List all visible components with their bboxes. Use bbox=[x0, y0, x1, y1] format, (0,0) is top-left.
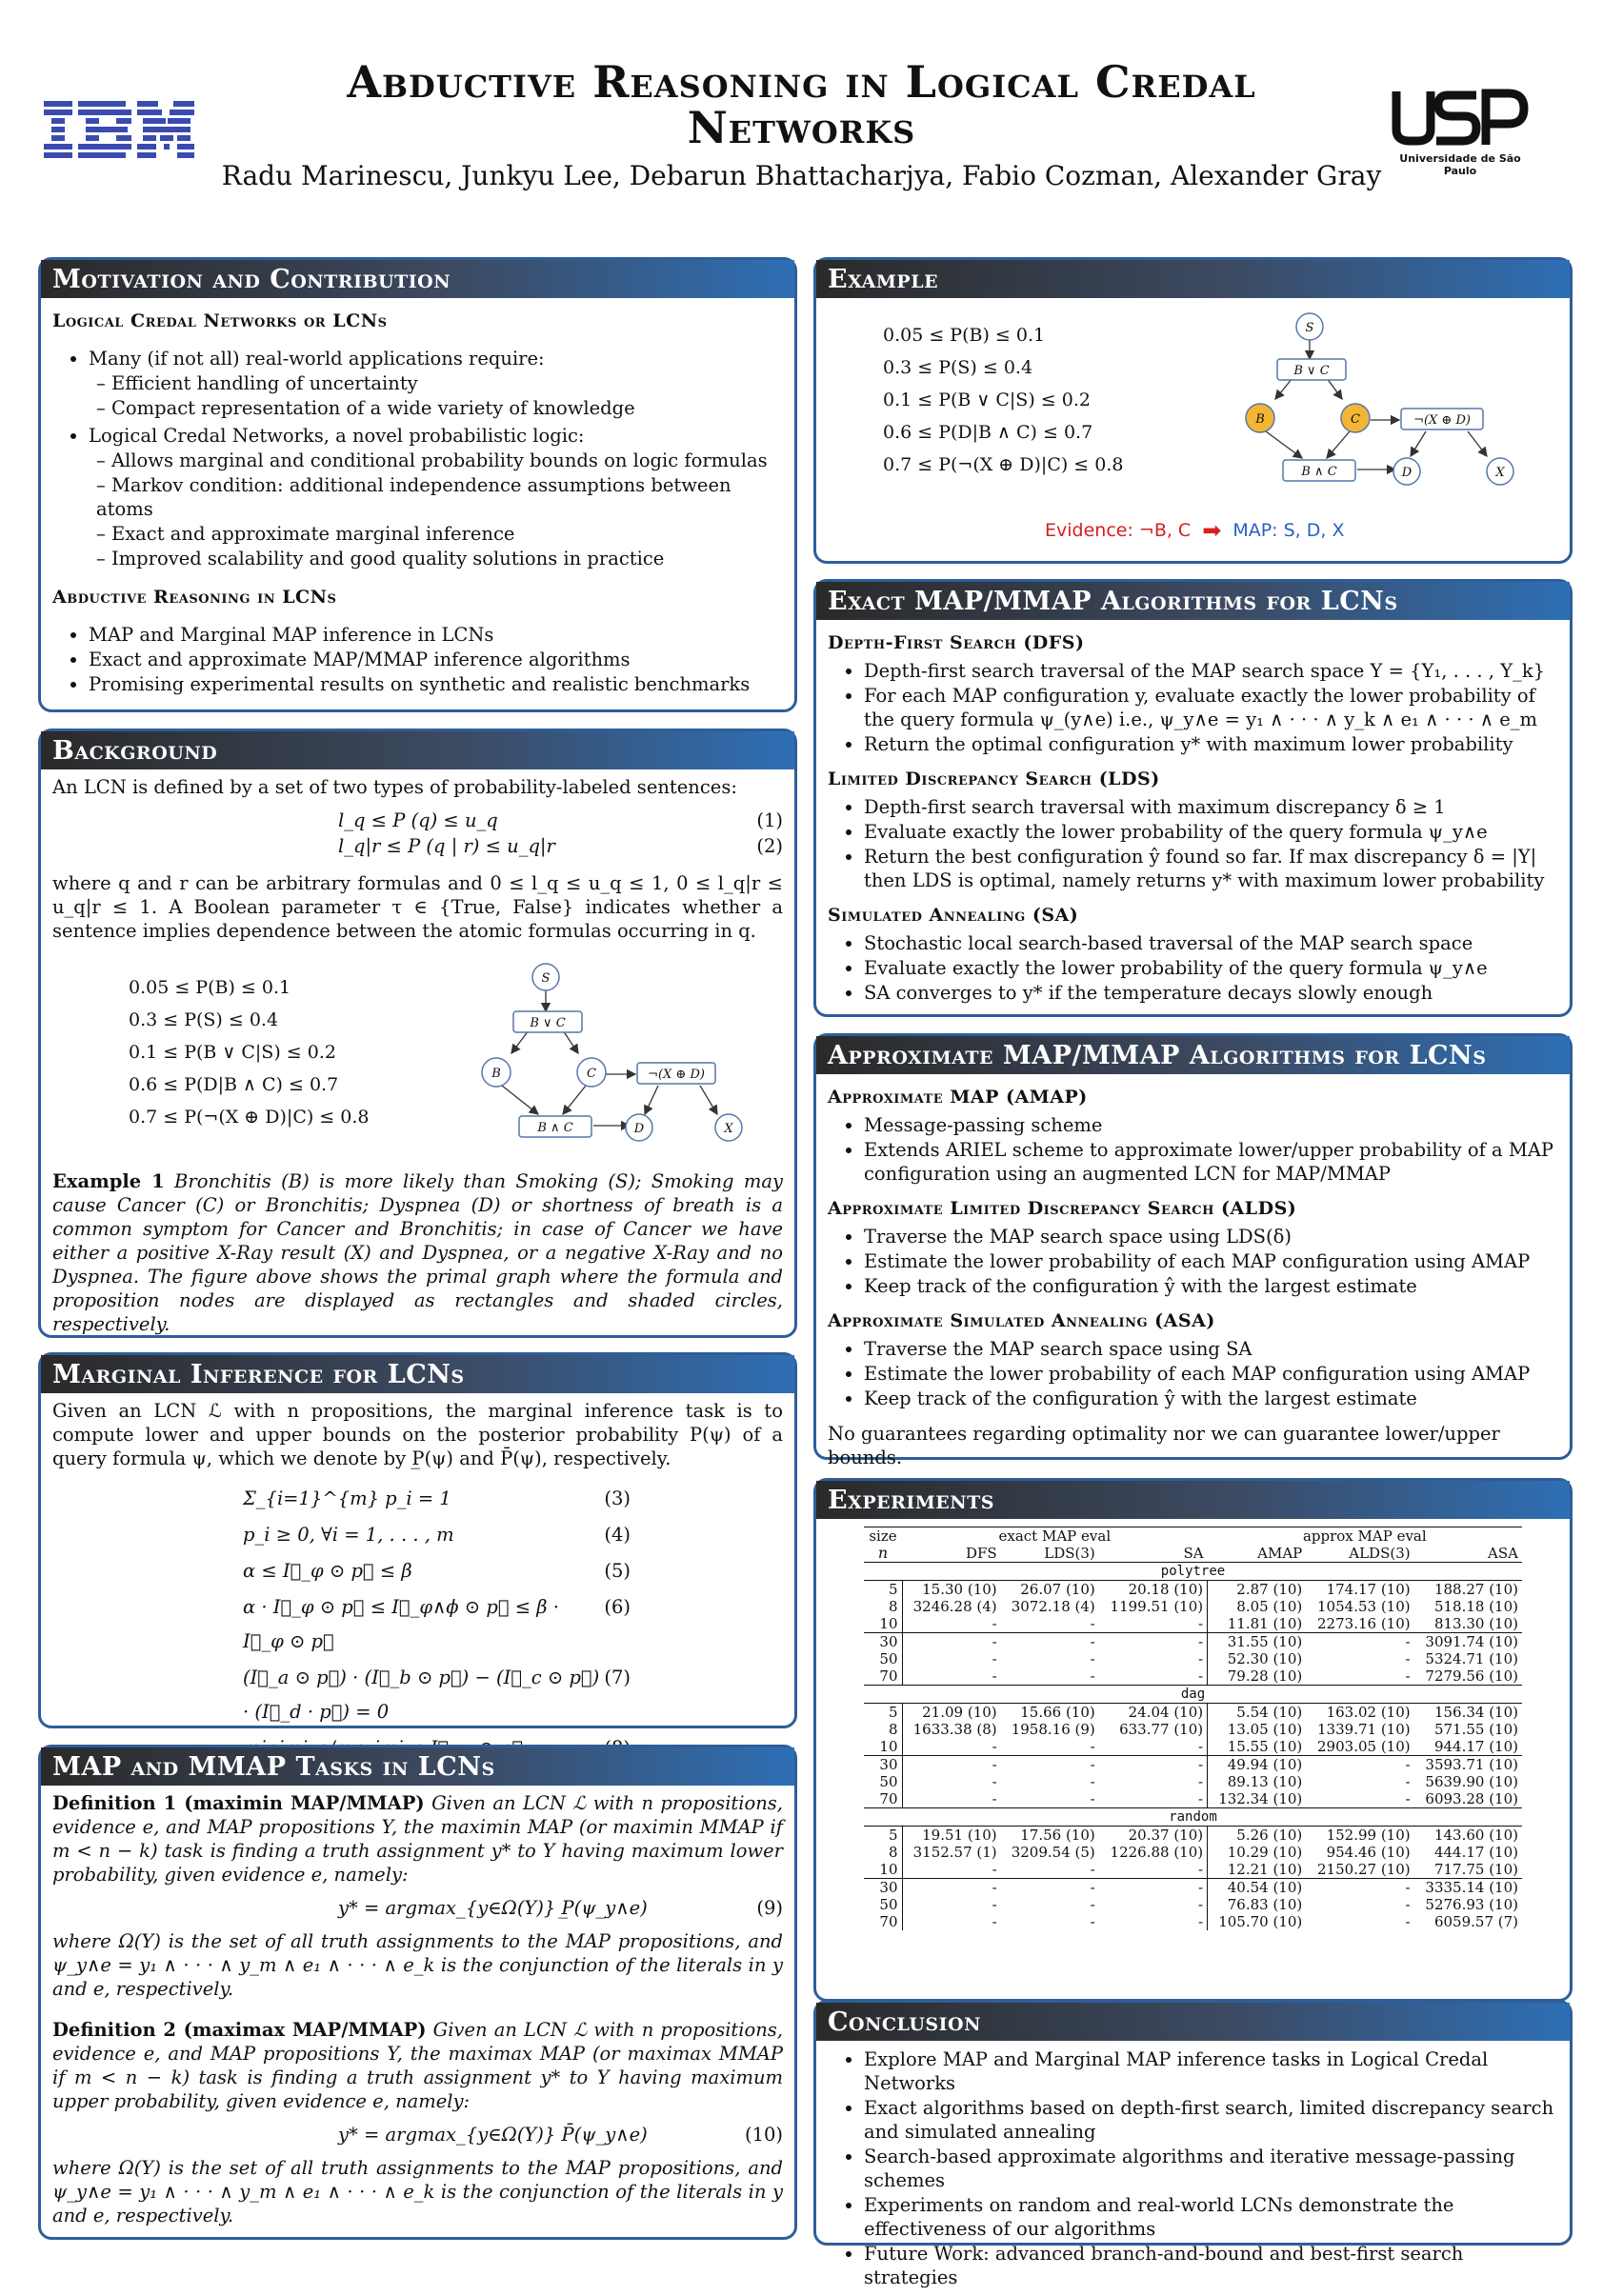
col-size: size bbox=[869, 1527, 897, 1545]
list-item: • Exact algorithms based on depth-first search, limited discrepancy search and simulated annealing bbox=[864, 2096, 1558, 2144]
background-box bbox=[38, 729, 797, 1338]
marginal-para: Given an LCN ℒ with n propositions, the marginal inference task is to compute lower and upper bounds on the posterior probability P(ψ) of a query formula ψ, which we denote by P̲(ψ) and P̄(ψ), respectively. bbox=[52, 1400, 783, 1469]
map-box bbox=[38, 1745, 797, 2240]
col-approx: approx MAP eval bbox=[1302, 1527, 1427, 1545]
def2-text: Given an LCN ℒ with n propositions, evidence e, and MAP propositions Y, the maximax MAP (or maximax MMAP if m < n − k) task is finding a truth assignment y* to Y having maximum upper probability, given evidence e, namely: bbox=[52, 2019, 784, 2112]
list-item: – Improved scalability and good quality solutions in practice bbox=[96, 547, 783, 570]
example-label: Example 1 bbox=[52, 1170, 165, 1192]
table-cell: 1199.51 (10) bbox=[1110, 1598, 1204, 1615]
table-row bbox=[864, 1790, 1522, 1808]
table-cell: - bbox=[902, 1633, 1001, 1651]
table-cell: 11.81 (10) bbox=[1208, 1615, 1307, 1633]
equation-3: Σ_{i=1}^{m} p_i = 1 (3) bbox=[243, 1487, 631, 1509]
usp-caption: Universidade de São Paulo bbox=[1399, 152, 1521, 177]
table-cell: 7279.56 (10) bbox=[1425, 1667, 1518, 1685]
table-row bbox=[864, 1615, 1522, 1633]
table-cell: 26.07 (10) bbox=[1020, 1581, 1095, 1598]
marginal-box bbox=[38, 1352, 797, 1728]
table-cell: - bbox=[1198, 1756, 1204, 1773]
table-cell: 3593.71 (10) bbox=[1425, 1756, 1518, 1773]
list-item: • Traverse the MAP search space using LDS(δ) bbox=[864, 1225, 1558, 1248]
table-cell: - bbox=[1090, 1773, 1095, 1790]
node-notXD: ¬(X ⊕ D) bbox=[648, 1068, 705, 1082]
table-cell: - bbox=[902, 1861, 1001, 1879]
def1-label: Definition 1 (maximin MAP/MMAP) bbox=[52, 1792, 425, 1814]
table-cell: 174.17 (10) bbox=[1326, 1581, 1411, 1598]
table-cell: 2150.27 (10) bbox=[1317, 1861, 1411, 1878]
table-cell: 813.30 (10) bbox=[1433, 1615, 1518, 1632]
col-exact: exact MAP eval bbox=[998, 1527, 1112, 1545]
table-cell: 21.09 (10) bbox=[902, 1704, 1001, 1722]
example-1 bbox=[52, 1169, 783, 1336]
table-cell: 633.77 (10) bbox=[1119, 1721, 1204, 1738]
col-header: ASA bbox=[1488, 1545, 1518, 1562]
node-S: S bbox=[1305, 321, 1314, 335]
table-cell: 5 bbox=[888, 1827, 898, 1844]
list-item: • Return the best configuration ŷ found so far. If max discrepancy δ = |Y| then LDS is optimal, namely returns y* with maximum lower probability bbox=[864, 845, 1558, 892]
authors: Radu Marinescu, Junkyu Lee, Debarun Bhattacharjya, Fabio Cozman, Alexander Gray bbox=[221, 160, 1382, 191]
list-item: • Estimate the lower probability of each MAP configuration using AMAP bbox=[864, 1249, 1558, 1273]
arrow-right-icon: ➡ bbox=[1202, 517, 1222, 544]
background-intro: An LCN is defined by a set of two types of probability-labeled sentences: bbox=[52, 776, 737, 798]
motivation-box bbox=[38, 257, 797, 712]
table-cell: 518.18 (10) bbox=[1433, 1598, 1518, 1615]
table-cell: - bbox=[1405, 1650, 1411, 1667]
table-cell: 10.29 (10) bbox=[1208, 1844, 1307, 1861]
table-cell: 1633.38 (8) bbox=[902, 1721, 1001, 1738]
table-cell: 132.34 (10) bbox=[1208, 1790, 1307, 1808]
sub-dfs: Depth-First Search (DFS) bbox=[828, 632, 1085, 653]
table-cell: - bbox=[902, 1773, 1001, 1790]
conclusion-list bbox=[864, 2047, 1558, 2289]
map-title: MAP and MMAP Tasks in LCNs bbox=[41, 1747, 794, 1786]
table-cell: 70 bbox=[879, 1790, 898, 1807]
table-cell: 163.02 (10) bbox=[1326, 1704, 1411, 1721]
table-cell: - bbox=[1090, 1790, 1095, 1807]
marginal-title: Marginal Inference for LCNs bbox=[41, 1355, 794, 1393]
node-C: C bbox=[1351, 412, 1360, 427]
table-row bbox=[864, 1896, 1522, 1913]
sentence: 0.7 ≤ P(¬(X ⊕ D)|C) ≤ 0.8 bbox=[883, 454, 1124, 475]
col-header: AMAP bbox=[1257, 1545, 1303, 1562]
table-cell: - bbox=[1405, 1913, 1411, 1930]
table-cell: - bbox=[902, 1615, 1001, 1633]
sentence: 0.3 ≤ P(S) ≤ 0.4 bbox=[883, 357, 1033, 378]
node-B: B bbox=[1255, 412, 1265, 427]
table-cell: 954.46 (10) bbox=[1326, 1844, 1411, 1861]
table-cell: 40.54 (10) bbox=[1208, 1879, 1307, 1897]
node-BnC: B ∧ C bbox=[537, 1121, 573, 1135]
table-cell: 17.56 (10) bbox=[1020, 1827, 1095, 1844]
example-box bbox=[813, 257, 1573, 564]
background-para: where q and r can be arbitrary formulas and 0 ≤ l_q ≤ u_q ≤ 1, 0 ≤ l_q|r ≤ u_q|r ≤ 1. A Boolean parameter τ ∈ {True, False} indicates whether a sentence implies dependence between the atomic formulas occurring in q. bbox=[52, 872, 783, 942]
table-cell: 152.99 (10) bbox=[1326, 1827, 1411, 1844]
table-cell: - bbox=[1090, 1756, 1095, 1773]
table-cell: 3091.74 (10) bbox=[1425, 1633, 1518, 1650]
table-cell: - bbox=[1405, 1896, 1411, 1913]
table-cell: - bbox=[1405, 1790, 1411, 1807]
table-cell: - bbox=[1198, 1633, 1204, 1650]
table-row bbox=[864, 1879, 1522, 1897]
table-cell: - bbox=[1198, 1650, 1204, 1667]
table-cell: 5 bbox=[888, 1704, 898, 1721]
list-item: • Traverse the MAP search space using SA bbox=[864, 1337, 1558, 1361]
table-cell: 76.83 (10) bbox=[1208, 1896, 1307, 1913]
table-cell: 12.21 (10) bbox=[1208, 1861, 1307, 1879]
list-item: • Keep track of the configuration ŷ with the largest estimate bbox=[864, 1387, 1558, 1410]
table-row bbox=[864, 1598, 1522, 1615]
table-row bbox=[864, 1650, 1522, 1667]
list-item: • Keep track of the configuration ŷ with the largest estimate bbox=[864, 1274, 1558, 1298]
table-cell: 10 bbox=[879, 1861, 898, 1878]
table-cell: - bbox=[1198, 1913, 1204, 1930]
table-cell: 2273.16 (10) bbox=[1317, 1615, 1411, 1632]
sentence: 0.05 ≤ P(B) ≤ 0.1 bbox=[129, 977, 291, 998]
table-cell: 2903.05 (10) bbox=[1317, 1738, 1411, 1755]
conclusion-title: Conclusion bbox=[816, 2003, 1570, 2041]
table-cell: 2.87 (10) bbox=[1208, 1581, 1307, 1599]
table-cell: - bbox=[1090, 1667, 1095, 1685]
table-cell: 20.18 (10) bbox=[1128, 1581, 1204, 1598]
def2-label: Definition 2 (maximax MAP/MMAP) bbox=[52, 2019, 427, 2041]
sub-abductive: Abductive Reasoning in LCNs bbox=[52, 587, 337, 608]
list-item: • Return the optimal configuration y* with maximum lower probability bbox=[864, 732, 1558, 756]
table-cell: 944.17 (10) bbox=[1433, 1738, 1518, 1755]
list-item: • For each MAP configuration y, evaluate exactly the lower probability of the query formula ψ_(y∧e) i.e., ψ_y∧e = y₁ ∧ · · · ∧ y_k ∧ e₁ ∧ · · · ∧ e_m bbox=[864, 684, 1558, 731]
sub-lds: Limited Discrepancy Search (LDS) bbox=[828, 769, 1160, 789]
table-row bbox=[864, 1844, 1522, 1861]
table-cell: - bbox=[902, 1738, 1001, 1756]
equation-5: α ≤ I⃗_φ ⊙ p⃗ ≤ β (5) bbox=[243, 1560, 631, 1582]
approx-box bbox=[813, 1033, 1573, 1468]
list-item: • Stochastic local search-based traversal of the MAP search space bbox=[864, 931, 1558, 955]
equation-9: y* = argmax_{y∈Ω(Y)} P̲(ψ_y∧e) (9) bbox=[338, 1897, 783, 1919]
example-graph bbox=[1197, 298, 1559, 508]
example-text: Bronchitis (B) is more likely than Smoking (S); Smoking may cause Cancer (C) or Bronchitis; Dyspnea (D) or shortness of breath is a common symptom for Cancer and Bronchitis; in case of Cancer we have either a positive X-Ray result (X) and Dyspnea, or a negative X-Ray and no Dyspnea. The figure above shows the primal graph where the formula and proposition nodes are displayed as rectangles and shaded circles, respectively. bbox=[52, 1170, 783, 1335]
list-item: • SA converges to y* if the temperature decays slowly enough bbox=[864, 981, 1558, 1005]
primal-graph bbox=[433, 962, 786, 1162]
table-cell: 8 bbox=[888, 1721, 898, 1738]
table-row bbox=[864, 1633, 1522, 1651]
table-cell: - bbox=[1198, 1615, 1204, 1632]
table-cell: 3152.57 (1) bbox=[902, 1844, 1001, 1861]
map-result: MAP: S, D, X bbox=[1232, 520, 1345, 541]
list-item: – Efficient handling of uncertainty bbox=[96, 371, 783, 395]
node-X: X bbox=[1495, 466, 1505, 480]
sub-asa: Approximate Simulated Annealing (ASA) bbox=[828, 1310, 1215, 1331]
col-header: SA bbox=[1183, 1545, 1204, 1562]
table-cell: - bbox=[1405, 1879, 1411, 1896]
list-item: – Exact and approximate marginal inference bbox=[96, 522, 783, 546]
list-item: • Search-based approximate algorithms and iterative message-passing schemes bbox=[864, 2145, 1558, 2192]
table-cell: 5.54 (10) bbox=[1208, 1704, 1307, 1722]
node-D: D bbox=[1401, 466, 1413, 480]
equation-2: l_q|r ≤ P (q | r) ≤ u_q|r (2) bbox=[338, 835, 783, 857]
list-item: – Markov condition: additional independence assumptions between atoms bbox=[96, 473, 783, 521]
table-cell: - bbox=[1090, 1896, 1095, 1913]
list-item: – Allows marginal and conditional probability bounds on logic formulas bbox=[96, 449, 783, 472]
ibm-logo bbox=[44, 101, 196, 160]
table-cell: 3246.28 (4) bbox=[902, 1598, 1001, 1615]
table-cell: - bbox=[902, 1756, 1001, 1774]
sub-amap: Approximate MAP (AMAP) bbox=[828, 1087, 1088, 1108]
table-cell: 52.30 (10) bbox=[1208, 1650, 1307, 1667]
equation-10: y* = argmax_{y∈Ω(Y)} P̄(ψ_y∧e) (10) bbox=[338, 2124, 783, 2146]
list-item: • Promising experimental results on synthetic and realistic benchmarks bbox=[89, 672, 783, 696]
approx-note: No guarantees regarding optimality nor we can guarantee lower/upper bounds. bbox=[828, 1423, 1500, 1468]
evidence-text: Evidence: ¬B, C bbox=[1045, 520, 1192, 541]
list-item: • Depth-first search traversal of the MAP search space Y = {Y₁, . . . , Y_k} bbox=[864, 659, 1558, 683]
table-cell: - bbox=[1198, 1879, 1204, 1896]
table-cell: 50 bbox=[879, 1773, 898, 1790]
list-item: • MAP and Marginal MAP inference in LCNs bbox=[89, 623, 783, 647]
table-cell: - bbox=[1090, 1738, 1095, 1755]
list-item: • Many (if not all) real-world applications require: bbox=[89, 347, 783, 370]
poster-title bbox=[190, 56, 1413, 153]
table-cell: - bbox=[1405, 1773, 1411, 1790]
group-label: dag bbox=[1180, 1687, 1206, 1702]
table-cell: 143.60 (10) bbox=[1433, 1827, 1518, 1844]
table-cell: 15.66 (10) bbox=[1020, 1704, 1095, 1721]
table-cell: 79.28 (10) bbox=[1208, 1667, 1307, 1686]
table-cell: - bbox=[1090, 1913, 1095, 1930]
table-cell: - bbox=[1405, 1633, 1411, 1650]
table-cell: 30 bbox=[879, 1633, 898, 1650]
exact-box bbox=[813, 579, 1573, 1017]
col-header: ALDS(3) bbox=[1349, 1545, 1411, 1562]
example-title: Example bbox=[816, 260, 1570, 298]
table-cell: 188.27 (10) bbox=[1433, 1581, 1518, 1598]
table-cell: - bbox=[1198, 1738, 1204, 1755]
list-item: • Evaluate exactly the lower probability of the query formula ψ_y∧e bbox=[864, 820, 1558, 844]
table-row bbox=[864, 1704, 1522, 1722]
table-cell: 1339.71 (10) bbox=[1317, 1721, 1411, 1738]
col-n: n bbox=[877, 1544, 889, 1562]
table-cell: - bbox=[1405, 1756, 1411, 1773]
table-cell: - bbox=[1198, 1790, 1204, 1807]
table-cell: 3335.14 (10) bbox=[1425, 1879, 1518, 1896]
background-title: Background bbox=[41, 731, 794, 769]
node-S: S bbox=[541, 971, 551, 986]
table-cell: - bbox=[902, 1790, 1001, 1808]
table-cell: 5.26 (10) bbox=[1208, 1827, 1307, 1845]
node-notXD: ¬(X ⊕ D) bbox=[1413, 413, 1471, 428]
table-cell: 105.70 (10) bbox=[1208, 1913, 1307, 1930]
table-cell: 5639.90 (10) bbox=[1425, 1773, 1518, 1790]
exact-title: Exact MAP/MMAP Algorithms for LCNs bbox=[816, 582, 1570, 620]
sub-sa: Simulated Annealing (SA) bbox=[828, 905, 1079, 926]
table-cell: - bbox=[902, 1667, 1001, 1686]
table-cell: - bbox=[1090, 1861, 1095, 1878]
list-item: • Depth-first search traversal with maximum discrepancy δ ≥ 1 bbox=[864, 795, 1558, 819]
table-cell: 717.75 (10) bbox=[1433, 1861, 1518, 1878]
sub-alds: Approximate Limited Discrepancy Search (ALDS) bbox=[828, 1198, 1297, 1219]
table-cell: 15.30 (10) bbox=[902, 1581, 1001, 1599]
equation-6: α · I⃗_φ ⊙ p⃗ ≤ I⃗_φ∧ϕ ⊙ p⃗ ≤ β · I⃗_φ ⊙ p⃗ (6) bbox=[243, 1596, 631, 1652]
evidence-line bbox=[1045, 517, 1344, 544]
list-item: • Estimate the lower probability of each MAP configuration using AMAP bbox=[864, 1362, 1558, 1386]
table-cell: - bbox=[1198, 1773, 1204, 1790]
table-cell: 10 bbox=[879, 1615, 898, 1632]
table-cell: - bbox=[902, 1913, 1001, 1930]
node-D: D bbox=[633, 1122, 645, 1136]
table-cell: 13.05 (10) bbox=[1208, 1721, 1307, 1738]
experiments-title: Experiments bbox=[816, 1481, 1570, 1519]
table-cell: 24.04 (10) bbox=[1128, 1704, 1204, 1721]
sentence: 0.1 ≤ P(B ∨ C|S) ≤ 0.2 bbox=[883, 389, 1091, 410]
table-cell: 1226.88 (10) bbox=[1110, 1844, 1204, 1861]
def2-after: where Ω(Y) is the set of all truth assignments to the MAP propositions, and ψ_y∧e = y₁ ∧ · · · ∧ y_m ∧ e₁ ∧ · · · ∧ e_k is the conjunction of the literals in y and e, respectively. bbox=[52, 2157, 783, 2226]
table-cell: - bbox=[1090, 1650, 1095, 1667]
node-C: C bbox=[587, 1067, 596, 1081]
node-X: X bbox=[724, 1122, 733, 1136]
table-cell: 6059.57 (7) bbox=[1433, 1913, 1518, 1930]
table-cell: 156.34 (10) bbox=[1433, 1704, 1518, 1721]
table-cell: - bbox=[1198, 1861, 1204, 1878]
table-cell: - bbox=[902, 1650, 1001, 1667]
table-cell: 8 bbox=[888, 1598, 898, 1615]
col-header: DFS bbox=[965, 1545, 997, 1562]
table-cell: 49.94 (10) bbox=[1208, 1756, 1307, 1774]
def1-after: where Ω(Y) is the set of all truth assignments to the MAP propositions, and ψ_y∧e = y₁ ∧ · · · ∧ y_m ∧ e₁ ∧ · · · ∧ e_k is the conjunction of the literals in y and e, respectively. bbox=[52, 1930, 783, 2000]
example-sentences bbox=[883, 319, 1123, 481]
table-cell: 30 bbox=[879, 1756, 898, 1773]
list-item: • Extends ARIEL scheme to approximate lower/upper probability of a MAP configuration using an augmented LCN for MAP/MMAP bbox=[864, 1138, 1558, 1186]
sentence: 0.7 ≤ P(¬(X ⊕ D)|C) ≤ 0.8 bbox=[129, 1107, 370, 1128]
table-cell: 6093.28 (10) bbox=[1425, 1790, 1518, 1807]
sub-lcn: Logical Credal Networks or LCNs bbox=[52, 310, 388, 331]
title-line-1: Abductive Reasoning in Logical Credal bbox=[347, 56, 1256, 108]
definition-2 bbox=[52, 2018, 783, 2113]
group-label: random bbox=[1169, 1809, 1217, 1825]
list-item: – Compact representation of a wide variety of knowledge bbox=[96, 396, 783, 420]
conclusion-box bbox=[813, 2000, 1573, 2288]
table-cell: 3072.18 (4) bbox=[1011, 1598, 1095, 1615]
poster-header bbox=[0, 0, 1603, 229]
table-cell: 8.05 (10) bbox=[1208, 1598, 1307, 1615]
table-cell: 3209.54 (5) bbox=[1011, 1844, 1095, 1861]
table-cell: - bbox=[1090, 1615, 1095, 1632]
list-item: • Logical Credal Networks, a novel probabilistic logic: bbox=[89, 424, 783, 448]
table-cell: 70 bbox=[879, 1667, 898, 1685]
group-label: polytree bbox=[1160, 1564, 1226, 1579]
approx-title: Approximate MAP/MMAP Algorithms for LCNs bbox=[816, 1036, 1570, 1074]
sentence: 0.6 ≤ P(D|B ∧ C) ≤ 0.7 bbox=[129, 1074, 339, 1095]
col-header: LDS(3) bbox=[1044, 1545, 1095, 1562]
table-cell: - bbox=[902, 1879, 1001, 1897]
table-cell: 89.13 (10) bbox=[1208, 1773, 1307, 1790]
sentence: 0.3 ≤ P(S) ≤ 0.4 bbox=[129, 1009, 279, 1030]
table-cell: 50 bbox=[879, 1896, 898, 1913]
table-cell: 30 bbox=[879, 1879, 898, 1896]
node-BvC: B ∨ C bbox=[1293, 364, 1330, 378]
list-item: • Explore MAP and Marginal MAP inference tasks in Logical Credal Networks bbox=[864, 2047, 1558, 2095]
node-B: B bbox=[491, 1067, 501, 1081]
list-item: • Experiments on random and real-world LCNs demonstrate the effectiveness of our algorithms bbox=[864, 2193, 1558, 2241]
table-cell: - bbox=[1405, 1667, 1411, 1685]
equation-7: (I⃗_a ⊙ p⃗) · (I⃗_b ⊙ p⃗) − (I⃗_c ⊙ p⃗) · (I⃗_d · p⃗) = 0 (7) bbox=[243, 1667, 631, 1723]
results-table bbox=[864, 1527, 1522, 1930]
motivation-title: Motivation and Contribution bbox=[41, 260, 794, 298]
table-cell: - bbox=[1090, 1879, 1095, 1896]
node-BnC: B ∧ C bbox=[1301, 465, 1337, 479]
table-cell: 5276.93 (10) bbox=[1425, 1896, 1518, 1913]
table-cell: 1054.53 (10) bbox=[1317, 1598, 1411, 1615]
table-cell: 5324.71 (10) bbox=[1425, 1650, 1518, 1667]
table-cell: 1958.16 (9) bbox=[1011, 1721, 1095, 1738]
node-BvC: B ∨ C bbox=[530, 1016, 566, 1030]
table-cell: 70 bbox=[879, 1913, 898, 1930]
table-row bbox=[864, 1913, 1522, 1930]
table-row bbox=[864, 1861, 1522, 1879]
def1-text: Given an LCN ℒ with n propositions, evidence e, and MAP propositions Y, the maximin MAP (or maximin MMAP if m < n − k) task is finding a truth assignment y* to Y having maximum lower probability, given evidence e, namely: bbox=[52, 1792, 784, 1886]
definition-1 bbox=[52, 1791, 783, 1887]
equation-4: p_i ≥ 0, ∀i = 1, . . . , m (4) bbox=[243, 1524, 631, 1546]
table-cell: 50 bbox=[879, 1650, 898, 1667]
table-cell: 444.17 (10) bbox=[1433, 1844, 1518, 1861]
table-row bbox=[864, 1581, 1522, 1599]
table-row bbox=[864, 1721, 1522, 1738]
table-cell: 19.51 (10) bbox=[902, 1827, 1001, 1845]
table-cell: - bbox=[1198, 1667, 1204, 1685]
list-item: • Message-passing scheme bbox=[864, 1113, 1558, 1137]
sentence: 0.6 ≤ P(D|B ∧ C) ≤ 0.7 bbox=[883, 422, 1093, 443]
experiments-box bbox=[813, 1478, 1573, 2002]
table-cell: 31.55 (10) bbox=[1208, 1633, 1307, 1651]
title-line-2: Networks bbox=[687, 102, 916, 153]
table-cell: - bbox=[902, 1896, 1001, 1913]
table-row bbox=[864, 1827, 1522, 1845]
sentence: 0.05 ≤ P(B) ≤ 0.1 bbox=[883, 325, 1046, 346]
sentence: 0.1 ≤ P(B ∨ C|S) ≤ 0.2 bbox=[129, 1042, 336, 1063]
table-cell: 8 bbox=[888, 1844, 898, 1861]
list-item: • Future Work: advanced branch-and-bound and best-first search strategies bbox=[864, 2242, 1558, 2289]
table-cell: - bbox=[1198, 1896, 1204, 1913]
list-item: • Exact and approximate MAP/MMAP inference algorithms bbox=[89, 648, 783, 671]
table-row bbox=[864, 1773, 1522, 1790]
table-cell: 571.55 (10) bbox=[1433, 1721, 1518, 1738]
list-item: • Evaluate exactly the lower probability of the query formula ψ_y∧e bbox=[864, 956, 1558, 980]
table-cell: 10 bbox=[879, 1738, 898, 1755]
table-row bbox=[864, 1738, 1522, 1756]
table-row bbox=[864, 1667, 1522, 1686]
table-cell: - bbox=[1090, 1633, 1095, 1650]
table-row bbox=[864, 1756, 1522, 1774]
table-cell: 15.55 (10) bbox=[1208, 1738, 1307, 1756]
equation-1: l_q ≤ P (q) ≤ u_q (1) bbox=[338, 809, 783, 831]
table-cell: 20.37 (10) bbox=[1128, 1827, 1204, 1844]
table-cell: 5 bbox=[888, 1581, 898, 1598]
sentence-list bbox=[129, 971, 369, 1133]
